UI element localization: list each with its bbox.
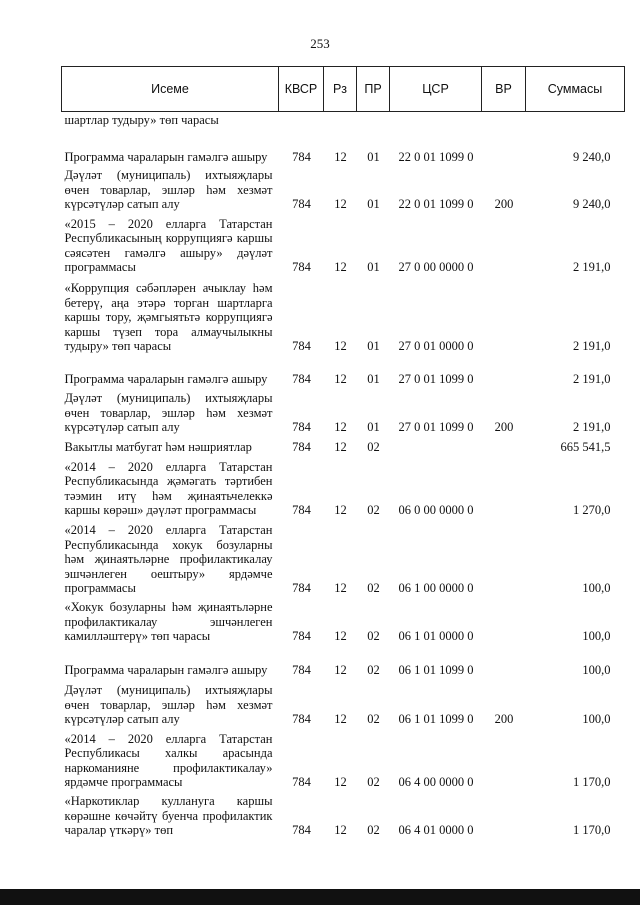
table-row <box>62 680 625 729</box>
row-kvsr: 784 <box>292 823 311 837</box>
row-kvsr: 784 <box>292 372 311 386</box>
row-pr: 02 <box>367 775 380 789</box>
row-rz: 12 <box>334 712 347 726</box>
row-sum: 2 191,0 <box>573 339 611 353</box>
row-name: Дәүләт (муниципаль) ихтыяҗлары өчен товарлар, эшләр һәм хезмәт күрсәтүләр сатып алу <box>64 683 273 726</box>
row-name: «2015 – 2020 елларга Татарстан Республикасының коррупциягә каршы сәясәтен гамәлгә ашыру» дәүләт программасы <box>64 216 273 274</box>
row-kvsr: 784 <box>292 503 311 517</box>
row-name: «2014 – 2020 елларга Татарстан Республикасы халкы арасында наркоманияне профилактикалау» ярдәмче программасы <box>64 731 273 789</box>
row-rz: 12 <box>334 775 347 789</box>
table-row <box>62 729 625 792</box>
row-pr: 01 <box>367 420 380 434</box>
row-csr: 06 4 00 0000 0 <box>398 775 474 789</box>
row-sum: 1 270,0 <box>573 503 611 517</box>
row-sum: 1 170,0 <box>573 775 611 789</box>
row-sum: 665 541,5 <box>560 440 611 454</box>
row-vr <box>482 729 526 792</box>
row-kvsr: 784 <box>292 420 311 434</box>
row-name: Вакытлы матбугат һәм нәшриятлар <box>64 440 252 454</box>
table-row <box>62 214 625 277</box>
table-row <box>62 792 625 840</box>
row-name: «2014 – 2020 елларга Татарстан Республикасында җәмәгать тәртибен тәэмин итү һәм җинаятьчелеккә каршы көрәш» дәүләт программасы <box>64 459 273 517</box>
row-rz: 12 <box>334 823 347 837</box>
row-name: «2014 – 2020 елларга Татарстан Республикасында хокук бозуларны һәм җинаятьләрне профилактикалау эшчәнлеген оештыру» ярдәмче программасы <box>64 523 273 595</box>
row-vr <box>482 437 526 457</box>
page-number: 253 <box>310 36 330 51</box>
row-csr: 06 4 01 0000 0 <box>398 823 474 837</box>
header-rz: Рз <box>324 67 357 112</box>
row-rz: 12 <box>334 197 347 211</box>
row-name: Дәүләт (муниципаль) ихтыяҗлары өчен товарлар, эшләр һәм хезмәт күрсәтүләр сатып алу <box>64 391 273 434</box>
table-row <box>62 356 625 389</box>
table-row <box>62 520 625 598</box>
header-pr: ПР <box>357 67 390 112</box>
row-csr: 06 1 01 1099 0 <box>398 712 474 726</box>
row-kvsr: 784 <box>292 581 311 595</box>
row-csr: 06 1 00 0000 0 <box>398 581 474 595</box>
row-name: Программа чараларын гамәлгә ашыру <box>64 372 268 386</box>
row-pr: 01 <box>367 150 380 164</box>
row-rz: 12 <box>334 663 347 677</box>
row-pr: 02 <box>367 712 380 726</box>
row-kvsr: 784 <box>292 663 311 677</box>
row-sum: 100,0 <box>582 581 611 595</box>
row-csr: 27 0 01 0000 0 <box>398 339 474 353</box>
row-sum: 100,0 <box>582 629 611 643</box>
row-sum: 100,0 <box>582 712 611 726</box>
table-row <box>62 130 625 167</box>
row-vr: 200 <box>494 712 514 726</box>
row-name: шартлар тудыру» төп чарасы <box>64 113 219 127</box>
row-csr: 22 0 01 1099 0 <box>398 150 474 164</box>
table-row <box>62 598 625 646</box>
row-csr: 06 0 00 0000 0 <box>398 503 474 517</box>
row-sum: 9 240,0 <box>573 197 611 211</box>
row-kvsr: 784 <box>292 197 311 211</box>
row-sum: 2 191,0 <box>573 260 611 274</box>
row-vr <box>482 646 526 680</box>
row-csr: 27 0 01 1099 0 <box>398 420 474 434</box>
row-pr: 02 <box>367 503 380 517</box>
row-kvsr: 784 <box>292 775 311 789</box>
row-vr: 200 <box>494 197 514 211</box>
header-vr: ВР <box>482 67 526 112</box>
row-vr <box>482 214 526 277</box>
row-pr <box>357 112 390 130</box>
row-vr <box>482 598 526 646</box>
row-vr <box>482 277 526 356</box>
row-kvsr: 784 <box>292 339 311 353</box>
row-rz: 12 <box>334 339 347 353</box>
row-sum <box>526 112 625 130</box>
row-rz: 12 <box>334 503 347 517</box>
table-row <box>62 389 625 437</box>
row-pr: 02 <box>367 823 380 837</box>
row-sum: 2 191,0 <box>573 420 611 434</box>
row-vr <box>482 130 526 167</box>
header-csr: ЦСР <box>390 67 482 112</box>
row-sum: 9 240,0 <box>573 150 611 164</box>
header-name: Исеме <box>62 67 279 112</box>
row-sum: 100,0 <box>582 663 611 677</box>
row-name: «Хокук бозуларны һәм җинаятьләрне профилактикалау эшчәнлеген камилләштерү» төп чарасы <box>64 600 273 643</box>
table-row <box>62 457 625 520</box>
row-sum: 1 170,0 <box>573 823 611 837</box>
row-vr <box>482 356 526 389</box>
row-pr: 02 <box>367 440 380 454</box>
row-rz: 12 <box>334 372 347 386</box>
row-rz <box>324 112 357 130</box>
row-pr: 01 <box>367 372 380 386</box>
row-rz: 12 <box>334 440 347 454</box>
header-sum: Суммасы <box>526 67 625 112</box>
row-csr: 06 1 01 0000 0 <box>398 629 474 643</box>
table-row <box>62 112 625 130</box>
row-name: Программа чараларын гамәлгә ашыру <box>64 150 268 164</box>
row-kvsr: 784 <box>292 712 311 726</box>
row-vr: 200 <box>494 420 514 434</box>
row-pr: 02 <box>367 663 380 677</box>
row-csr: 22 0 01 1099 0 <box>398 197 474 211</box>
row-csr <box>390 112 482 130</box>
row-vr <box>482 520 526 598</box>
row-vr <box>482 457 526 520</box>
row-kvsr <box>279 112 324 130</box>
table-row <box>62 167 625 214</box>
row-pr: 01 <box>367 339 380 353</box>
scan-footer-bar <box>0 889 640 905</box>
row-name: «Наркотиклар куллануга каршы көрәшне көчәйтү буенча профилактик чаралар үткәрү» төп <box>64 794 273 837</box>
table-row <box>62 437 625 457</box>
row-kvsr: 784 <box>292 440 311 454</box>
row-pr: 02 <box>367 629 380 643</box>
row-csr <box>390 437 482 457</box>
row-rz: 12 <box>334 260 347 274</box>
row-name: Дәүләт (муниципаль) ихтыяҗлары өчен товарлар, эшләр һәм хезмәт күрсәтүләр сатып алу <box>64 168 273 211</box>
row-name: «Коррупция сәбәпләрен ачыклау һәм бетерү, аңа этәрә торган шартларга каршы тору, җәмгыятьтә коррупциягә каршы түзеп тора алмаучылыкны тудыру» төп чарасы <box>64 281 273 353</box>
row-sum: 2 191,0 <box>573 372 611 386</box>
row-name: Программа чараларын гамәлгә ашыру <box>64 663 268 677</box>
row-pr: 01 <box>367 260 380 274</box>
table-header-row <box>62 67 625 112</box>
row-kvsr: 784 <box>292 150 311 164</box>
table-row <box>62 646 625 680</box>
row-rz: 12 <box>334 420 347 434</box>
row-vr <box>482 112 526 130</box>
row-rz: 12 <box>334 150 347 164</box>
row-pr: 02 <box>367 581 380 595</box>
row-kvsr: 784 <box>292 629 311 643</box>
row-kvsr: 784 <box>292 260 311 274</box>
row-pr: 01 <box>367 197 380 211</box>
row-rz: 12 <box>334 629 347 643</box>
row-csr: 27 0 01 1099 0 <box>398 372 474 386</box>
table-row <box>62 277 625 356</box>
row-rz: 12 <box>334 581 347 595</box>
header-kvsr: КВСР <box>279 67 324 112</box>
row-csr: 27 0 00 0000 0 <box>398 260 474 274</box>
row-vr <box>482 792 526 840</box>
row-csr: 06 1 01 1099 0 <box>398 663 474 677</box>
budget-table <box>61 66 625 840</box>
